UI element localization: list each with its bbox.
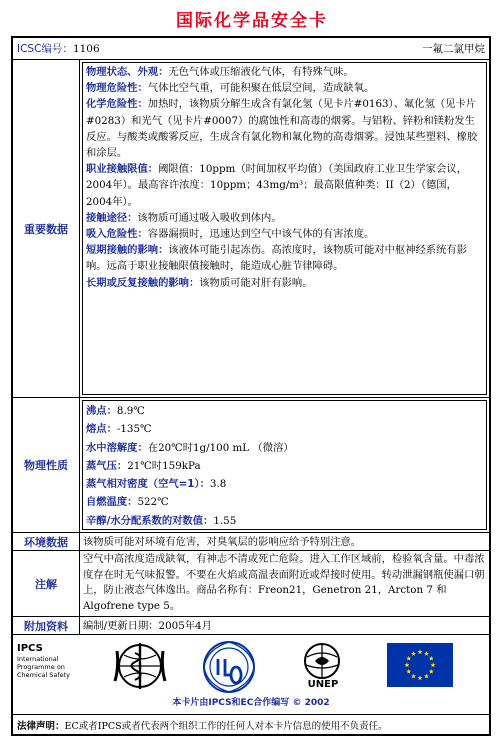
prop-melting-point: 熔点：-135℃ xyxy=(86,423,152,436)
item-short-term: 短期接触的影响：该液体可能引起冻伤。高浓度时，该物质可能对中枢神经系统有影响。远高于职业接触限值接触时，能造成心脏节律障碍。 xyxy=(86,244,467,273)
logos-section xyxy=(13,635,489,715)
additional-text: 编制/更新日期：2005年4月 xyxy=(83,620,212,632)
notes-label: 注解 xyxy=(13,551,80,616)
who-emblem-icon xyxy=(111,637,169,695)
icsc-id-label: ICSC编号： xyxy=(17,43,73,55)
footer-credit: 本卡片由IPCS和EC合作编写 © 2002 xyxy=(172,698,330,708)
environment-label: 环境数据 xyxy=(13,533,80,550)
environment-section xyxy=(13,533,489,551)
item-exposure-limits: 职业接触限值：阈限值：10ppm（时间加权平均值）（美国政府工业卫生学家会议，2004年）。最高容许浓度：10ppm；43mg/m³；最高限值种类：II（2）（德国，2004年）。 xyxy=(86,163,467,208)
notes-text: 空气中高浓度造成缺氧，有神志不清或死亡危险。进入工作区域前，检验氧含量。中毒浓度存在时无气味报警。不要在火焰或高温表面附近或焊接时使用。转动泄漏钢瓶使漏口朝上，防止液态气体逸出。商品名称有：Freon21，Genetron 21，Arcton 7 和 Algofrene type 5。 xyxy=(83,553,485,612)
notes-section xyxy=(13,551,489,617)
environment-text: 该物质可能对环境有危害，对臭氧层的影响应给予特别注意。 xyxy=(83,536,362,548)
page-title: 国际化学品安全卡 xyxy=(176,11,328,31)
important-data-section xyxy=(13,60,489,398)
eu-flag-icon xyxy=(387,643,453,687)
item-inhalation-risk: 吸入危险性：容器漏损时，迅速达到空气中该气体的有害浓度。 xyxy=(86,228,375,241)
icsc-id xyxy=(17,41,100,56)
item-long-term: 长期或反复接触的影响：该物质可能对肝有影响。 xyxy=(86,276,313,289)
safety-card xyxy=(11,36,491,736)
legal-label: 法律声明： xyxy=(17,721,65,732)
ipcs-logo: IPCS International Programme on Chemical Safety xyxy=(17,643,71,679)
prop-autoignition: 自燃温度：522℃ xyxy=(86,496,169,509)
chemical-name: 一氟二氯甲烷 xyxy=(422,43,485,55)
legal-text: EC或者IPCS或者代表两个组织工作的任何人对本卡片信息的使用不负责任。 xyxy=(64,721,388,732)
item-physical-hazard: 物理危险性：气体比空气重，可能积聚在低层空间，造成缺氧。 xyxy=(86,82,375,95)
item-routes: 接触途径：该物质可通过吸入吸收到体内。 xyxy=(86,211,282,224)
legal-section xyxy=(13,715,489,734)
item-chemical-hazard: 化学危险性：加热时，该物质分解生成含有氯化氢（见卡片#0163）、氟化氢（见卡片#0283）和光气（见卡片#0007）的腐蚀性和高毒的烟雾。与铝粉、锌粉和镁粉发生反应。与酸类或酸雾反应，生成含有氯化物和氟化物的高毒烟雾。浸蚀某些塑料、橡胶和涂层。 xyxy=(86,98,478,160)
additional-section xyxy=(13,617,489,635)
ilo-emblem-icon xyxy=(201,639,257,695)
id-row xyxy=(13,38,489,60)
additional-label: 附加资料 xyxy=(13,617,80,634)
prop-solubility: 水中溶解度：在20℃时1g/100 mL （微溶） xyxy=(86,441,294,454)
item-state: 物理状态、外观：无色气体或压缩液化气体，有特殊气味。 xyxy=(86,66,354,78)
important-data-list xyxy=(83,63,486,292)
physical-properties-section xyxy=(13,398,489,533)
physical-properties-label: 物理性质 xyxy=(13,398,80,532)
physical-properties-list xyxy=(83,401,486,531)
prop-vapor-density: 蒸气相对密度（空气=1）：3.8 xyxy=(86,478,227,491)
icsc-id-value: 1106 xyxy=(72,43,100,55)
prop-log-kow: 辛醇/水分配系数的对数值：1.55 xyxy=(86,514,237,527)
important-data-label: 重要数据 xyxy=(13,60,80,397)
unep-label: UNEP xyxy=(307,679,339,690)
prop-boiling-point: 沸点：8.9℃ xyxy=(86,405,145,417)
prop-vapor-pressure: 蒸气压：21℃时159kPa xyxy=(86,459,201,472)
